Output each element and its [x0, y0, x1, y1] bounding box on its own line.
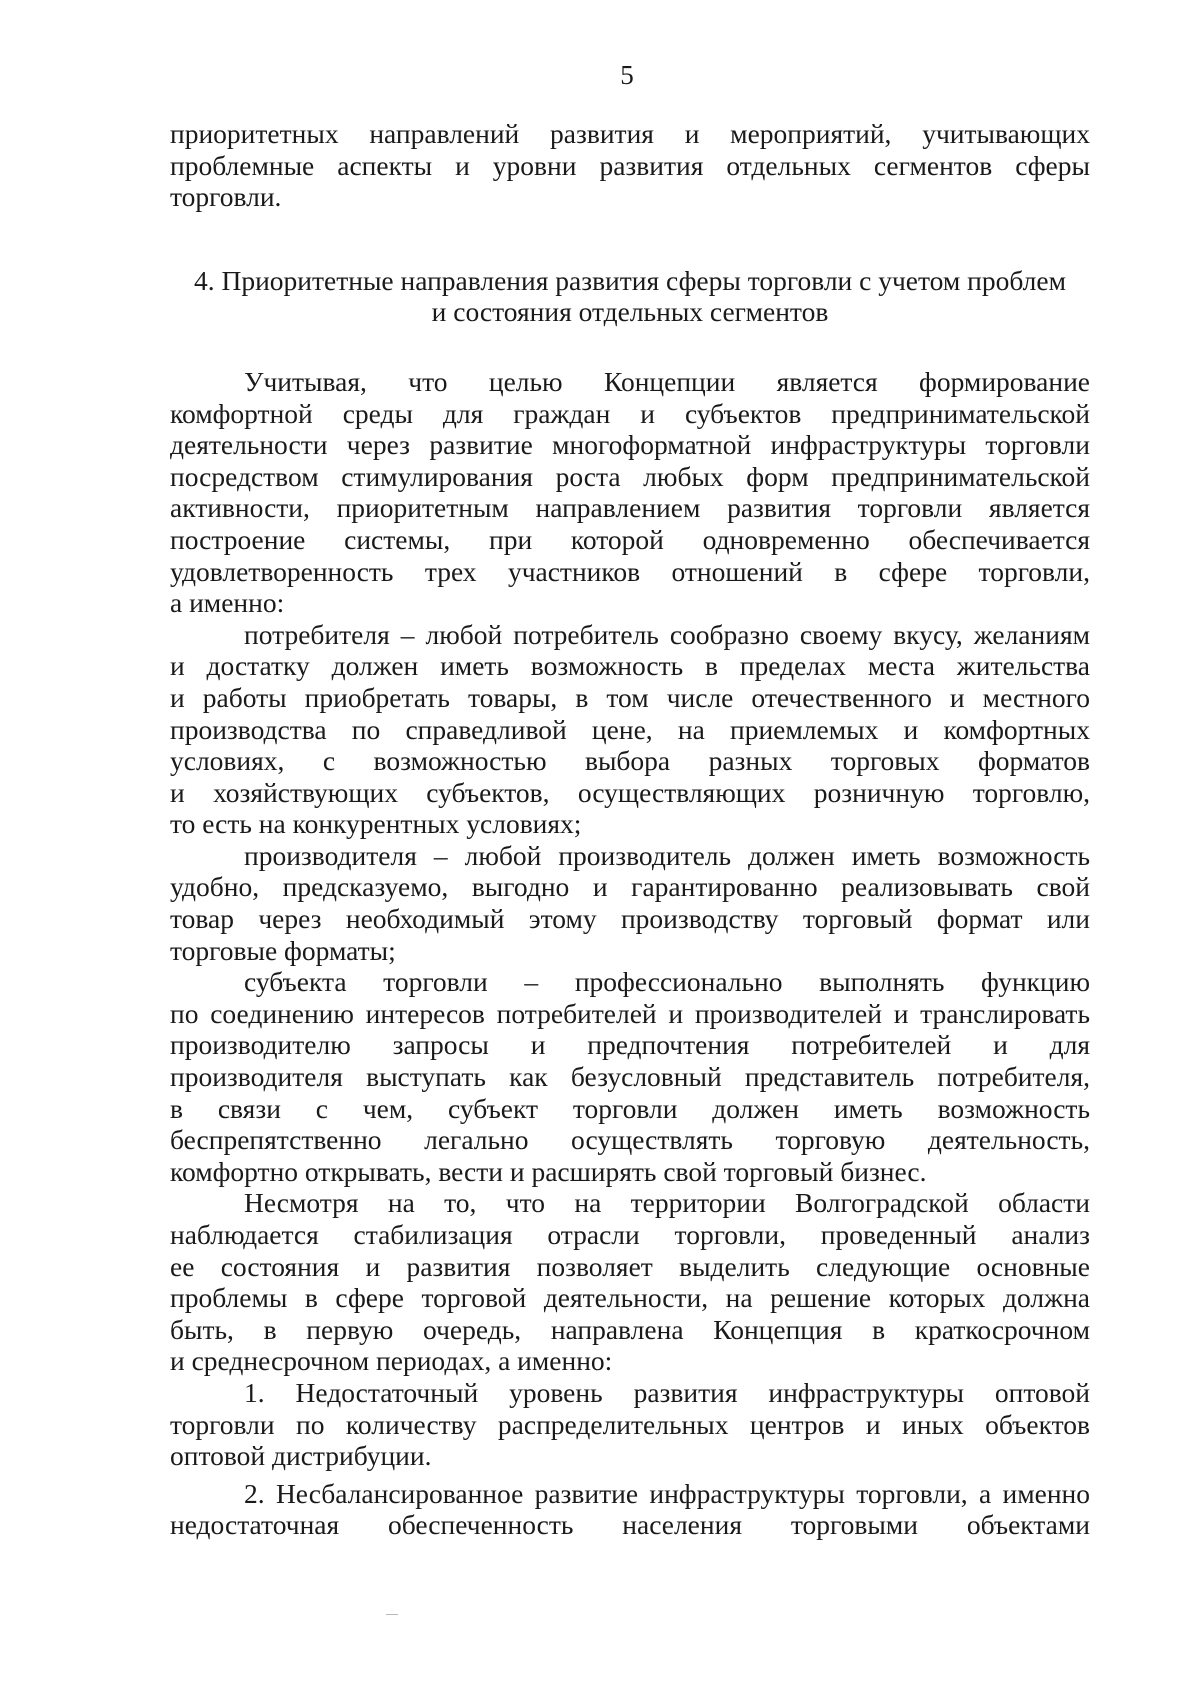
page-number: 5 — [620, 60, 634, 90]
text-line: а именно: — [170, 587, 285, 619]
text-line: Учитывая, что целью Концепции является формирование — [244, 365, 1090, 397]
paragraph-problems — [170, 1187, 1090, 1377]
paragraph-producer — [170, 840, 1090, 966]
text-line: Несмотря на то, что на территории Волгоградской области — [244, 1187, 1090, 1219]
list-item-2 — [170, 1478, 1090, 1541]
text-line: приоритетных направлений развития и мероприятий, учитывающих — [170, 118, 1090, 149]
text-line: наблюдается стабилизация отрасли торговли, проведенный анализ — [170, 1219, 1090, 1250]
text-line: и работы приобретать товары, в том числе отечественного и местного — [170, 681, 1090, 713]
text-line: посредством стимулирования роста любых форм предпринимательской — [170, 460, 1090, 492]
text-line: торговые форматы; — [170, 934, 396, 966]
text-line: субъекта торговли – профессионально выполнять функцию — [244, 966, 1090, 998]
heading-line: 4. Приоритетные направления развития сферы торговли с учетом проблем — [193, 264, 1067, 296]
text-line: торговли. — [170, 181, 282, 213]
section-heading — [170, 265, 1090, 328]
text-line: оптовой дистрибуции. — [170, 1440, 432, 1472]
text-line: и среднесрочном периодах, а именно: — [170, 1345, 613, 1377]
text-line: построение системы, при которой одновременно обеспечивается — [170, 523, 1090, 555]
text-line: проблемы в сфере торговой деятельности, на решение которых должна — [170, 1282, 1090, 1314]
text-line: 2. Несбалансированное развитие инфраструктуры торговли, а именно — [244, 1477, 1090, 1509]
scan-mark — [386, 1614, 398, 1615]
text-line: производителя – любой производитель должен иметь возможность — [244, 839, 1090, 871]
text-line: проблемные аспекты и уровни развития отдельных сегментов сферы — [170, 149, 1090, 181]
text-line: беспрепятственно легально осуществлять торговую деятельность, — [170, 1124, 1090, 1156]
paragraph-considering — [170, 366, 1090, 619]
text-line: комфортно открывать, вести и расширять свой торговый бизнес. — [170, 1155, 927, 1187]
text-line: то есть на конкурентных условиях; — [170, 808, 582, 840]
text-line: удовлетворенность трех участников отношений в сфере торговли, — [170, 555, 1090, 587]
text-line: и достатку должен иметь возможность в пределах места жительства — [170, 650, 1090, 682]
text-line: быть, в первую очередь, направлена Концепция в краткосрочном — [170, 1313, 1090, 1345]
text-line: производителю запросы и предпочтения потребителей и для — [170, 1029, 1090, 1061]
text-line: недостаточная обеспеченность населения торговыми объектами — [170, 1509, 1090, 1541]
text-line: и хозяйствующих субъектов, осуществляющих розничную торговлю, — [170, 776, 1090, 808]
paragraph-consumer — [170, 619, 1090, 840]
text-line: производителя выступать как безусловный представитель потребителя, — [170, 1061, 1090, 1093]
text-line: потребителя – любой потребитель сообразно своему вкусу, желаниям — [244, 618, 1090, 650]
text-line: активности, приоритетным направлением развития торговли является — [170, 492, 1090, 524]
paragraph-trade-entity — [170, 966, 1090, 1187]
text-line: торговли по количеству распределительных центров и иных объектов — [170, 1408, 1090, 1440]
list-item-1 — [170, 1377, 1090, 1472]
text-line: по соединению интересов потребителей и производителей и транслировать — [170, 997, 1090, 1029]
text-line: 1. Недостаточный уровень развития инфраструктуры оптовой — [244, 1376, 1090, 1408]
text-line: товар через необходимый этому производству торговый формат или — [170, 903, 1090, 935]
text-line: деятельности через развитие многоформатной инфраструктуры торговли — [170, 429, 1090, 461]
intro-paragraph — [170, 118, 1090, 213]
page-body — [170, 118, 1090, 1541]
text-line: условиях, с возможностью выбора разных торговых форматов — [170, 745, 1090, 777]
heading-line: и состояния отдельных сегментов — [431, 296, 829, 328]
text-line: удобно, предсказуемо, выгодно и гарантированно реализовывать свой — [170, 871, 1090, 903]
text-line: ее состояния и развития позволяет выделить следующие основные — [170, 1250, 1090, 1282]
text-line: комфортной среды для граждан и субъектов предпринимательской — [170, 397, 1090, 429]
text-line: в связи с чем, субъект торговли должен иметь возможность — [170, 1092, 1090, 1124]
text-line: производства по справедливой цене, на приемлемых и комфортных — [170, 713, 1090, 745]
